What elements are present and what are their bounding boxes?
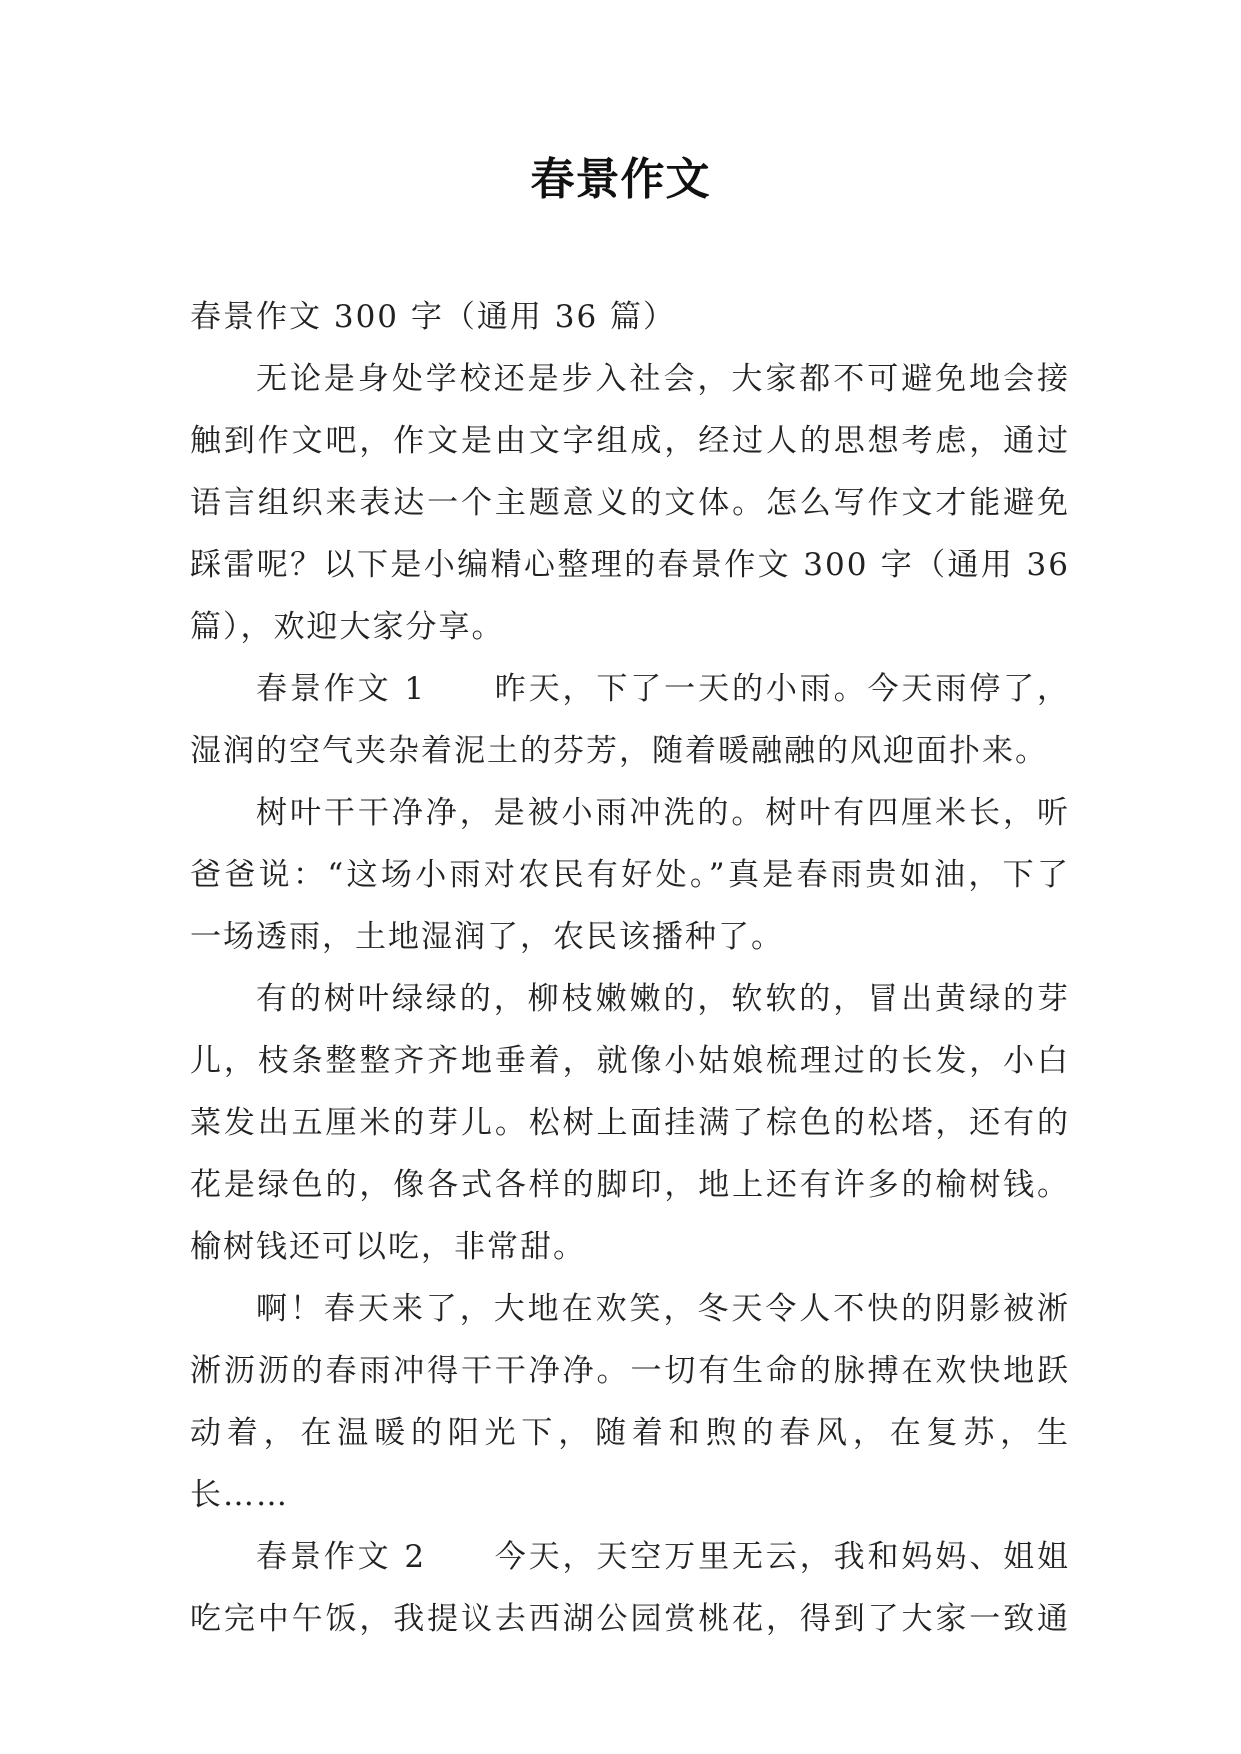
document-subtitle: 春景作文 300 字（通用 36 篇） xyxy=(190,299,677,335)
text-line: 啊！春天来了，大地在欢笑，冬天令人不快的阴影被淅 xyxy=(256,1291,1070,1327)
text-line: 触到作文吧，作文是由文字组成，经过人的思想考虑，通过 xyxy=(190,423,1070,459)
document-body xyxy=(190,286,1070,1650)
text-line: 春景作文 1 昨天，下了一天的小雨。今天雨停了， xyxy=(256,671,1070,707)
document-title: 春景作文 xyxy=(530,154,711,205)
text-line: 树叶干干净净，是被小雨冲洗的。树叶有四厘米长，听 xyxy=(256,795,1070,831)
text-line: 菜发出五厘米的芽儿。松树上面挂满了棕色的松塔，还有的 xyxy=(190,1105,1070,1141)
text-line: 爸爸说：“这场小雨对农民有好处。”真是春雨贵如油，下了 xyxy=(190,857,1070,893)
text-line: 有的树叶绿绿的，柳枝嫩嫩的，软软的，冒出黄绿的芽 xyxy=(256,981,1070,1017)
text-line: 儿，枝条整整齐齐地垂着，就像小姑娘梳理过的长发，小白 xyxy=(190,1043,1070,1079)
text-line: 无论是身处学校还是步入社会，大家都不可避免地会接 xyxy=(256,361,1070,397)
text-line: 动着，在温暖的阳光下，随着和煦的春风，在复苏，生 xyxy=(190,1415,1070,1451)
text-line: 榆树钱还可以吃，非常甜。 xyxy=(190,1229,586,1265)
text-line: 一场透雨，土地湿润了，农民该播种了。 xyxy=(190,919,784,955)
text-line: 踩雷呢？以下是小编精心整理的春景作文 300 字（通用 36 xyxy=(190,547,1070,583)
text-line: 湿润的空气夹杂着泥土的芬芳，随着暖融融的风迎面扑来。 xyxy=(190,733,1048,769)
text-line: 吃完中午饭，我提议去西湖公园赏桃花，得到了大家一致通 xyxy=(190,1601,1070,1637)
text-line: 春景作文 2 今天，天空万里无云，我和妈妈、姐姐 xyxy=(256,1539,1070,1575)
text-line: 花是绿色的，像各式各样的脚印，地上还有许多的榆树钱。 xyxy=(190,1167,1070,1203)
text-line: 语言组织来表达一个主题意义的文体。怎么写作文才能避免 xyxy=(190,485,1070,521)
paragraph-lines xyxy=(190,348,1070,1650)
text-line: 淅沥沥的春雨冲得干干净净。一切有生命的脉搏在欢快地跃 xyxy=(190,1353,1070,1389)
text-line: 长…… xyxy=(190,1477,289,1513)
text-line: 篇），欢迎大家分享。 xyxy=(190,609,505,645)
